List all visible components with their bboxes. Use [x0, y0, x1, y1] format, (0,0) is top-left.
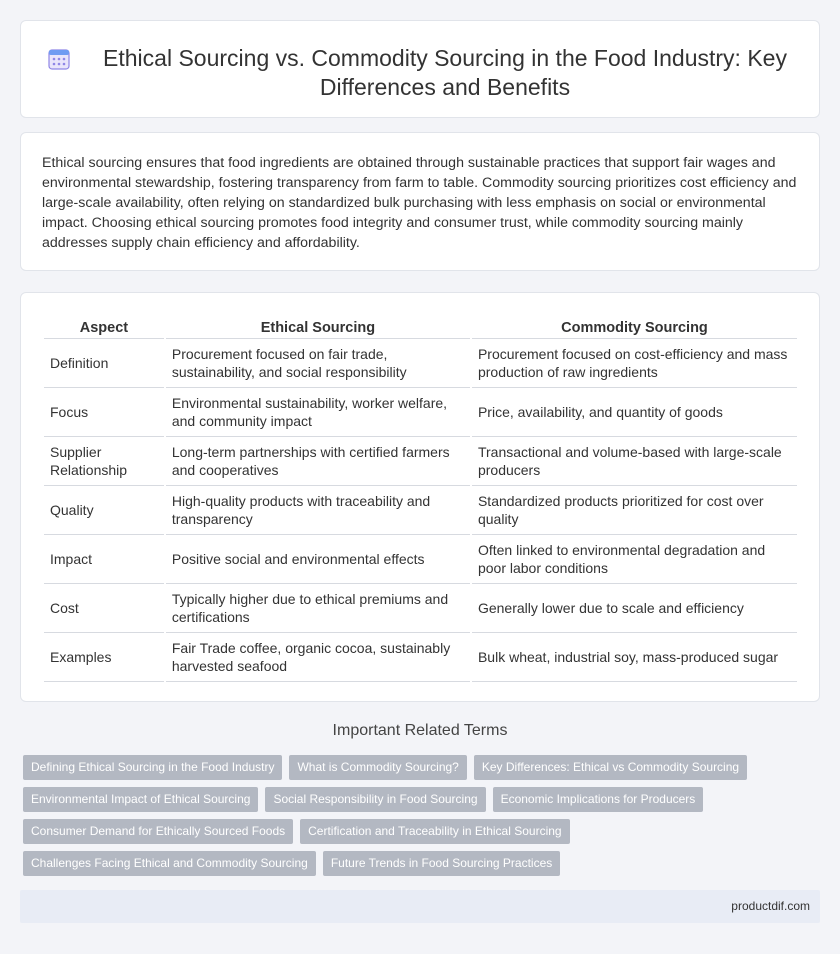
related-tags-row — [23, 787, 703, 812]
related-tag[interactable]: Certification and Traceability in Ethical Sourcing — [300, 819, 569, 844]
row-aspect: Definition — [44, 339, 164, 388]
related-tags-row — [23, 755, 747, 780]
related-terms-title: Important Related Terms — [332, 722, 508, 739]
table-row — [44, 633, 797, 682]
row-commodity: Transactional and volume-based with large-scale producers — [472, 437, 797, 486]
row-aspect: Cost — [44, 584, 164, 633]
row-ethical: Fair Trade coffee, organic cocoa, sustainably harvested seafood — [166, 633, 470, 682]
page-title: Ethical Sourcing vs. Commodity Sourcing in the Food Industry: Key Differences and Benefits — [103, 45, 787, 100]
row-commodity: Bulk wheat, industrial soy, mass-produced sugar — [472, 633, 797, 682]
table-row — [44, 437, 797, 486]
table-header-row — [44, 315, 797, 339]
calendar-icon — [47, 47, 71, 71]
table-row — [44, 535, 797, 584]
header-ethical: Ethical Sourcing — [166, 315, 470, 339]
related-tags-row — [23, 851, 560, 876]
row-ethical: High-quality products with traceability and transparency — [166, 486, 470, 535]
row-aspect: Examples — [44, 633, 164, 682]
row-aspect: Focus — [44, 388, 164, 437]
footer-site-link[interactable]: productdif.com — [731, 899, 810, 913]
related-tag[interactable]: Key Differences: Ethical vs Commodity Sourcing — [474, 755, 747, 780]
row-ethical: Typically higher due to ethical premiums and certifications — [166, 584, 470, 633]
row-commodity: Generally lower due to scale and efficiency — [472, 584, 797, 633]
table-row — [44, 486, 797, 535]
header-aspect: Aspect — [44, 315, 164, 339]
related-tag[interactable]: Economic Implications for Producers — [493, 787, 704, 812]
related-tag[interactable]: Environmental Impact of Ethical Sourcing — [23, 787, 258, 812]
related-tag[interactable]: Defining Ethical Sourcing in the Food Industry — [23, 755, 282, 780]
related-tags-row — [23, 819, 570, 844]
intro-paragraph: Ethical sourcing ensures that food ingredients are obtained through sustainable practices that support fair wages and environmental stewardship, fostering transparency from farm to table. Commodity sourcing prioritizes cost efficiency and large-scale availability, often relying on standardized bulk purchasing with less emphasis on social or environmental impact. Choosing ethical sourcing promotes food integrity and consumer trust, while commodity sourcing mainly addresses supply chain efficiency and affordability. — [42, 155, 797, 251]
comparison-card — [20, 292, 820, 702]
row-aspect: Supplier Relationship — [44, 437, 164, 486]
header-commodity: Commodity Sourcing — [472, 315, 797, 339]
table-row — [44, 339, 797, 388]
row-ethical: Positive social and environmental effects — [166, 535, 470, 584]
related-tag[interactable]: What is Commodity Sourcing? — [289, 755, 466, 780]
row-commodity: Price, availability, and quantity of goods — [472, 388, 797, 437]
related-tag[interactable]: Social Responsibility in Food Sourcing — [265, 787, 485, 812]
row-ethical: Environmental sustainability, worker welfare, and community impact — [166, 388, 470, 437]
related-tag[interactable]: Challenges Facing Ethical and Commodity Sourcing — [23, 851, 316, 876]
comparison-table — [42, 315, 799, 682]
footer — [20, 890, 820, 923]
row-commodity: Often linked to environmental degradation and poor labor conditions — [472, 535, 797, 584]
row-aspect: Quality — [44, 486, 164, 535]
table-row — [44, 584, 797, 633]
related-tag[interactable]: Consumer Demand for Ethically Sourced Foods — [23, 819, 293, 844]
related-tag[interactable]: Future Trends in Food Sourcing Practices — [323, 851, 560, 876]
row-ethical: Procurement focused on fair trade, sustainability, and social responsibility — [166, 339, 470, 388]
header-card — [20, 20, 820, 118]
row-commodity: Procurement focused on cost-efficiency and mass production of raw ingredients — [472, 339, 797, 388]
row-ethical: Long-term partnerships with certified farmers and cooperatives — [166, 437, 470, 486]
row-commodity: Standardized products prioritized for cost over quality — [472, 486, 797, 535]
intro-card — [20, 132, 820, 271]
table-row — [44, 388, 797, 437]
row-aspect: Impact — [44, 535, 164, 584]
